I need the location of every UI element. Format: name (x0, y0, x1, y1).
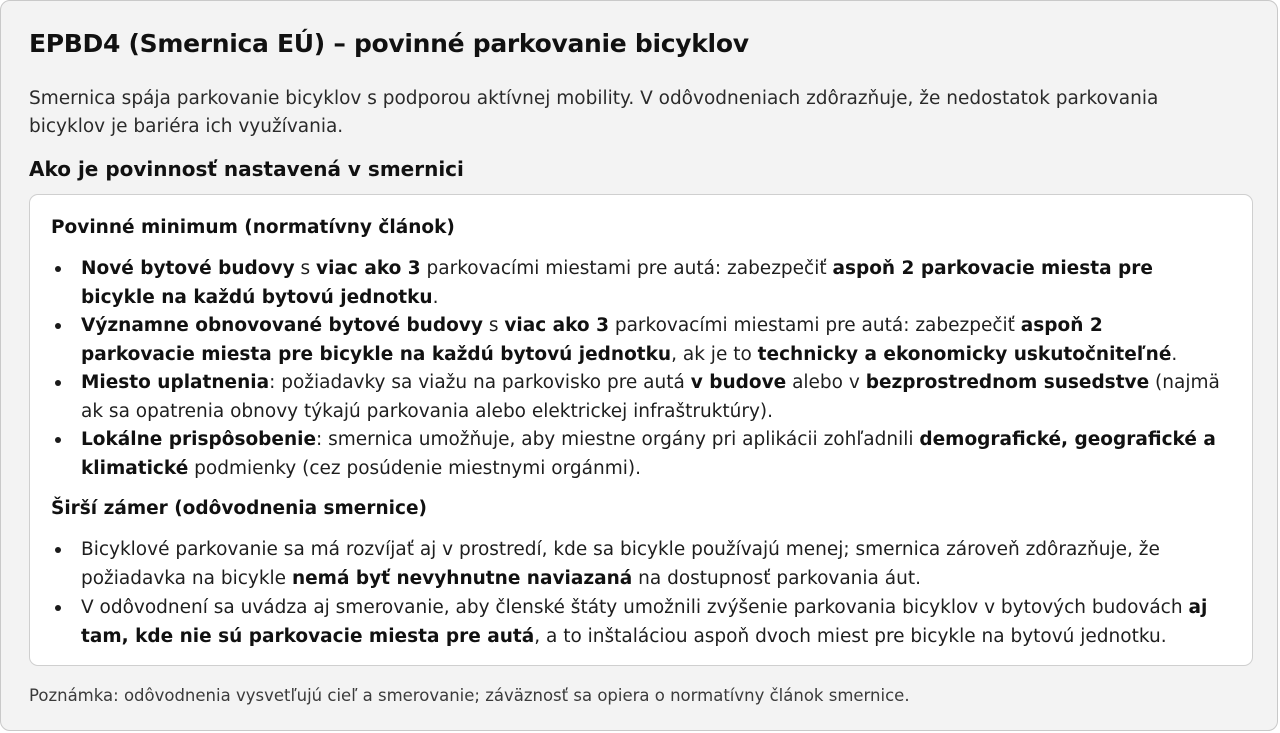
emphasis-text: viac ako 3 (316, 258, 421, 279)
minimum-list (51, 255, 1221, 483)
list-item-text: Bicyklové parkovanie sa má rozvíjať aj v prostredí, kde sa bicykle používajú menej; smernica zároveň zdôrazňuje, že požiadavka na bicykle nemá byť nevyhnutne naviazaná na dostupnosť parkovania áut. (81, 539, 1160, 589)
emphasis-text: aj tam, kde nie sú parkovacie miesta pre autá (81, 597, 1208, 647)
obligation-card (29, 194, 1253, 666)
list-item-text: V odôvodnení sa uvádza aj smerovanie, aby členské štáty umožnili zvýšenie parkovania bicyklov v bytových budovách aj tam, kde nie sú parkovacie miesta pre autá, a to inštaláciou aspoň dvoch miest pre bicykle na bytovú jednotku. (81, 597, 1208, 647)
emphasis-text: aspoň 2 parkovacie miesta pre bicykle na každú bytovú jednotku (81, 258, 1153, 308)
bullet-icon (55, 266, 61, 272)
wider-intent-list (51, 536, 1221, 652)
emphasis-text: technicky a ekonomicky uskutočniteľné (757, 343, 1172, 365)
list-item-text: Miesto uplatnenia: požiadavky sa viažu na parkovisko pre autá v budove alebo v bezprostrednom susedstve (najmä ak sa opatrenia obnovy týkajú parkovania alebo elektrickej infraštruktúry). (81, 372, 1220, 422)
minimum-heading: Povinné minimum (normatívny článok) (51, 217, 455, 238)
list-item (51, 369, 1221, 426)
wider-intent-heading: Širší zámer (odôvodnenia smernice) (51, 498, 427, 519)
emphasis-text: Miesto uplatnenia (81, 372, 270, 393)
list-item (51, 312, 1221, 369)
emphasis-text: Nové bytové budovy (81, 258, 295, 279)
bullet-icon (55, 437, 61, 443)
emphasis-text: v budove (690, 372, 787, 393)
bullet-icon (55, 605, 61, 611)
emphasis-text: demografické, geografické a klimatické (81, 429, 1216, 479)
emphasis-text: Významne obnovované bytové budovy (81, 315, 483, 336)
bullet-icon (55, 547, 61, 553)
list-item-text: Lokálne prispôsobenie: smernica umožňuje, aby miestne orgány pri aplikácii zohľadnili demografické, geografické a klimatické podmienky (cez posúdenie miestnymi orgánmi). (81, 429, 1216, 479)
bullet-icon (55, 380, 61, 386)
page-title: EPBD4 (Smernica EÚ) – povinné parkovanie bicyklov (29, 29, 749, 58)
emphasis-text: nemá byť nevyhnutne naviazaná (291, 567, 633, 589)
emphasis-text: aspoň 2 parkovacie miesta pre bicykle na každú bytovú jednotku (81, 315, 1103, 365)
list-item-text: Nové bytové budovy s viac ako 3 parkovacími miestami pre autá: zabezpečiť aspoň 2 parkovacie miesta pre bicykle na každú bytovú jednotku. (81, 258, 1153, 308)
bullet-icon (55, 323, 61, 329)
list-item (51, 426, 1221, 483)
emphasis-text: bezprostrednom susedstve (865, 372, 1150, 393)
footnote: Poznámka: odôvodnenia vysvetľujú cieľ a smerovanie; záväznosť sa opiera o normatívny článok smernice. (29, 686, 910, 705)
list-item (51, 255, 1221, 312)
list-item (51, 594, 1221, 651)
section-heading: Ako je povinnosť nastavená v smernici (29, 157, 464, 181)
list-item-text: Významne obnovované bytové budovy s viac ako 3 parkovacími miestami pre autá: zabezpečiť aspoň 2 parkovacie miesta pre bicykle na každú bytovú jednotku, ak je to technicky a ekonomicky uskutočniteľné. (81, 315, 1178, 365)
intro-paragraph: Smernica spája parkovanie bicyklov s podporou aktívnej mobility. V odôvodneniach zdôrazňuje, že nedostatok parkovania bicyklov je bariéra ich využívania. (29, 88, 1159, 137)
list-item (51, 536, 1221, 593)
emphasis-text: viac ako 3 (504, 315, 609, 336)
emphasis-text: Lokálne prispôsobenie (81, 429, 317, 450)
